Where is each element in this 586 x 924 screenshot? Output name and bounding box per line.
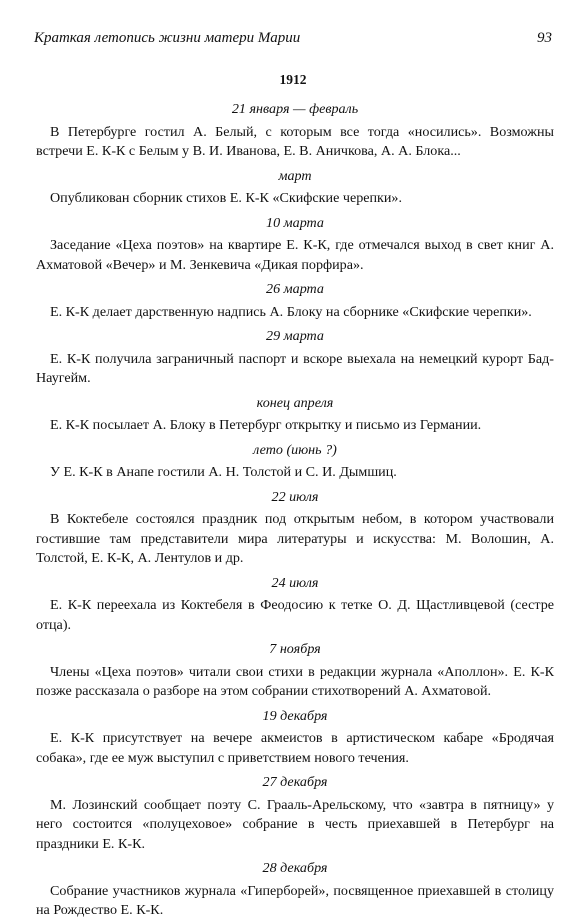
entry-date: 27 декабря: [262, 774, 328, 790]
page-number: 93: [537, 30, 552, 46]
running-title: Краткая летопись жизни матери Марии: [34, 30, 301, 46]
year-heading: 1912: [279, 72, 307, 87]
entry-date: 26 марта: [266, 281, 324, 297]
entry-date: конец апреля: [256, 394, 334, 411]
entry-text: В Петербурге гостил А. Белый, с которым все тогда «носились». Возможны встречи Е. К-К с Белым у В. И. Иванова, Е. В. Аничкова, А. А. Блока...: [36, 123, 554, 159]
entry-text: Собрание участников журнала «Гиперборей», посвященное приехавшей в столицу на Рождество Е. К-К.: [36, 882, 554, 918]
entry-date: 28 декабря: [262, 860, 328, 876]
running-header: [34, 30, 552, 50]
entry-text: В Коктебеле состоялся праздник под открытым небом, в котором участвовали гостившие там представители мира литературы и искусства: М. Волошин, А. Толстой, Е. К-К, А. Лентулов и др.: [36, 511, 554, 566]
entry-text: Заседание «Цеха поэтов» на квартире Е. К-К, где отмечался выход в свет книг А. Ахматовой «Вечер» и М. Зенкевича «Дикая порфира».: [36, 237, 554, 273]
entry-date: 24 июля: [271, 574, 319, 591]
entry-date: 19 декабря: [262, 707, 328, 724]
entry-text: Е. К-К получила заграничный паспорт и вскоре выехала на немецкий курорт Бад-Наугейм.: [36, 350, 554, 386]
entry-text: Е. К-К присутствует на вечере акмеистов в артистическом кабаре «Бродячая собака», где ее муж выступил с приветствием нового течения.: [36, 730, 554, 766]
entry-date: 29 марта: [266, 328, 324, 344]
entry-date: март: [278, 167, 312, 184]
entry-text: Е. К-К переехала из Коктебеля в Феодосию к тетке О. Д. Щастливцевой (сестре отца).: [36, 597, 554, 633]
entry-date: 21 января — февраль: [231, 101, 359, 117]
entry-date: 10 марта: [266, 214, 324, 231]
entry-text: Члены «Цеха поэтов» читали свои стихи в редакции журнала «Аполлон». Е. К-К позже рассказала о разборе на этом собрании стихотворений А. Ахматовой.: [36, 663, 554, 699]
entry-date: лето (июнь ?): [253, 441, 337, 458]
entry-date: 22 июля: [271, 488, 319, 505]
entry-text: Опубликован сборник стихов Е. К-К «Скифские черепки».: [50, 190, 402, 206]
entry-text: Е. К-К посылает А. Блоку в Петербург открытку и письмо из Германии.: [50, 417, 482, 433]
entry-text: Е. К-К делает дарственную надпись А. Блоку на сборнике «Скифские черепки».: [50, 303, 532, 320]
entry-text: У Е. К-К в Анапе гостили А. Н. Толстой и С. И. Дымшиц.: [50, 464, 397, 480]
entry-text: М. Лозинский сообщает поэту С. Грааль-Арельскому, что «завтра в пятницу» у него состоится «полуцеховое» собрание в честь приехавшей в Петербург на праздники Е. К-К.: [36, 796, 554, 852]
entry-date: 7 ноября: [269, 641, 321, 657]
